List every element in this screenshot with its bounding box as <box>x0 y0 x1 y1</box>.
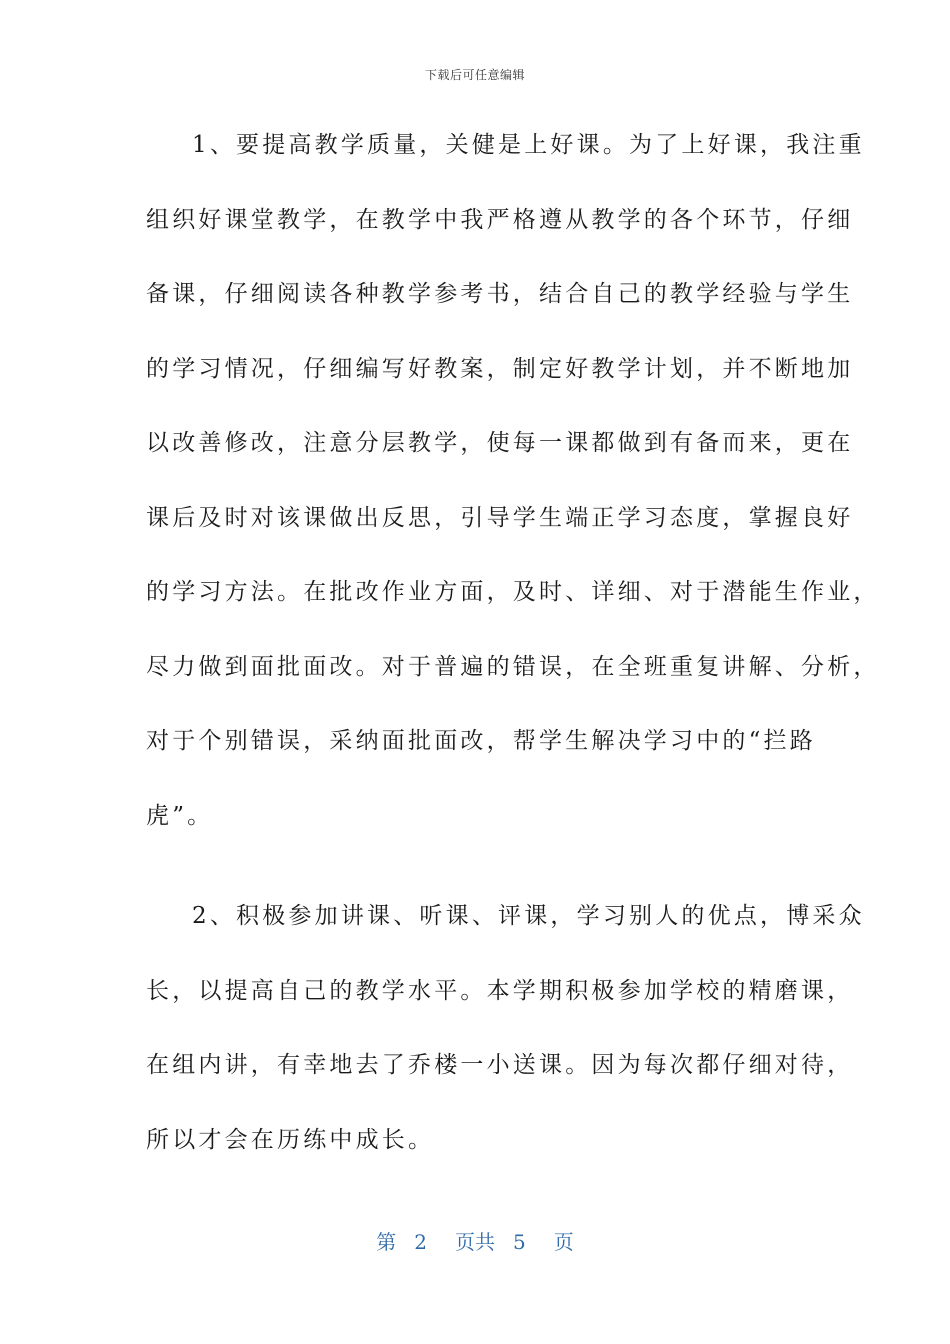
paragraph-line: 的学习方法。在批改作业方面，及时、详细、对于潜能生作业， <box>146 579 880 605</box>
paragraph-line: 所以才会在历练中成长。 <box>146 1126 435 1153</box>
paragraph-line: 1、要提高教学质量，关健是上好课。为了上好课，我注重 <box>192 132 865 158</box>
footer-suffix: 页 <box>553 1230 574 1254</box>
footer-current-page: 2 <box>414 1230 427 1254</box>
page-footer <box>0 1226 950 1255</box>
page-header: 下载后可任意编辑 <box>424 68 525 82</box>
paragraph-line: 对于个别错误，采纳面批面改，帮学生解决学习中的“拦路 <box>146 728 816 754</box>
paragraph-line: 组织好课堂教学，在教学中我严格遵从教学的各个环节，仔细 <box>146 206 854 233</box>
paragraph-2 <box>146 893 865 1191</box>
paragraph-line: 长，以提高自己的教学水平。本学期积极参加学校的精磨课， <box>146 977 854 1004</box>
paragraph-line: 备课，仔细阅读各种教学参考书，结合自己的教学经验与学生 <box>146 281 854 307</box>
paragraph-line: 在组内讲，有幸地去了乔楼一小送课。因为每次都仔细对待， <box>146 1052 854 1078</box>
footer-total-pages: 5 <box>513 1230 526 1254</box>
footer-prefix: 第 <box>376 1230 397 1254</box>
paragraph-line: 2、积极参加讲课、听课、评课，学习别人的优点，博采众 <box>192 903 865 929</box>
document-body <box>146 122 880 1191</box>
paragraph-line: 虎”。 <box>146 802 214 829</box>
paragraph-line: 以改善修改，注意分层教学，使每一课都做到有备而来，更在 <box>146 430 854 456</box>
paragraph-1 <box>146 122 880 867</box>
paragraph-spacer <box>146 867 810 893</box>
paragraph-line: 课后及时对该课做出反思，引导学生端正学习态度，掌握良好 <box>146 504 854 531</box>
footer-middle: 页共 <box>455 1230 495 1254</box>
paragraph-line: 的学习情况，仔细编写好教案，制定好教学计划，并不断地加 <box>146 355 854 382</box>
paragraph-line: 尽力做到面批面改。对于普遍的错误，在全班重复讲解、分析， <box>146 653 880 680</box>
